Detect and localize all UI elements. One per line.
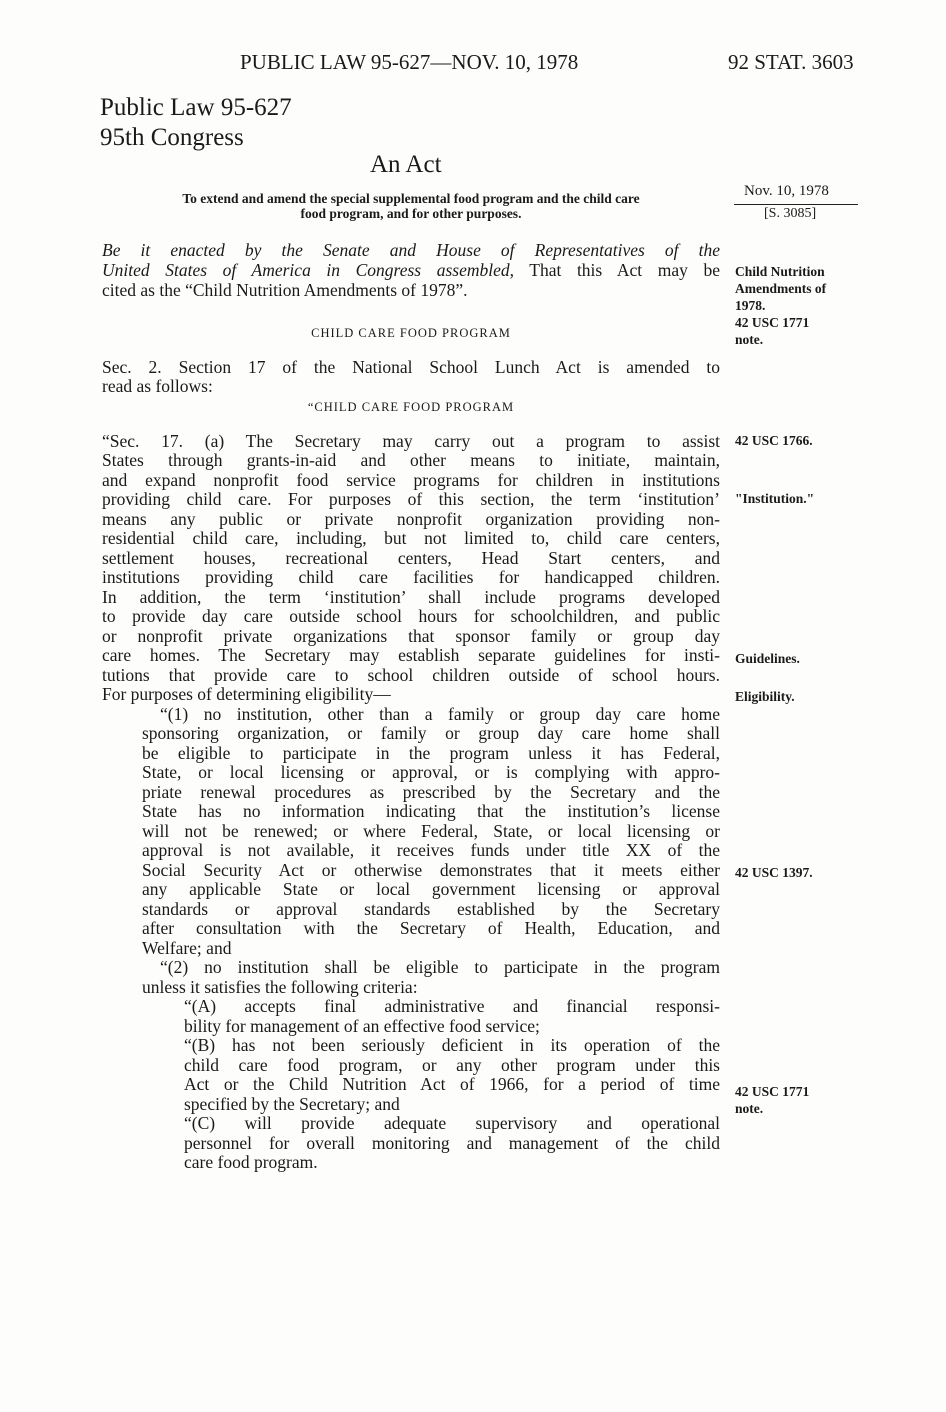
body-line: to provide day care outside school hours for schoolchildren, and public	[102, 606, 720, 626]
body-line: be eligible to participate in the program unless it has Federal,	[142, 743, 720, 763]
enacting-line-2: United States of America in Congress assembled, That this Act may be	[102, 260, 720, 280]
margin-note-institution: "Institution."	[735, 491, 815, 506]
purpose-line-1: To extend and amend the special supplemental food program and the child care	[182, 191, 640, 206]
body-line: “Sec. 17. (a) The Secretary may carry out a program to assist	[102, 431, 720, 451]
margin-short-title: Child Nutrition Amendments of 1978. 42 USC 1771 note.	[735, 264, 827, 347]
sec2-line-2: read as follows:	[102, 376, 213, 396]
margin-bill: [S. 3085]	[764, 206, 817, 221]
stat-page-number: 92 STAT. 3603	[728, 50, 854, 74]
body-line: will not be renewed; or where Federal, State, or local licensing or	[142, 821, 720, 841]
body-line: providing child care. For purposes of this section, the term ‘institution’	[102, 489, 720, 509]
body-line: approval is not available, it receives funds under title XX of the	[142, 840, 720, 860]
body-line: after consultation with the Secretary of Health, Education, and	[142, 918, 720, 938]
body-line: For purposes of determining eligibility—	[102, 684, 391, 704]
body-line: Social Security Act or otherwise demonstrates that it meets either	[142, 860, 720, 880]
running-title: PUBLIC LAW 95-627—NOV. 10, 1978	[240, 50, 579, 74]
quoted-heading: “CHILD CARE FOOD PROGRAM	[307, 400, 515, 414]
margin-note-usc1766: 42 USC 1766.	[735, 433, 813, 448]
margin-note-eligibility: Eligibility.	[735, 689, 795, 704]
congress: 95th Congress	[100, 124, 244, 151]
body-line: State, or local licensing or approval, or is complying with appro-	[142, 762, 720, 782]
body-line: settlement houses, recreational centers, Head Start centers, and	[102, 548, 720, 568]
body-line: “(C) will provide adequate supervisory and operational	[184, 1113, 720, 1133]
body-line: personnel for overall monitoring and management of the child	[184, 1133, 720, 1153]
body-line: “(1) no institution, other than a family or group day care home	[160, 704, 720, 724]
body-line: means any public or private nonprofit organization providing non-	[102, 509, 720, 529]
body-line: institutions providing child care facilities for handicapped children.	[102, 567, 720, 587]
margin-note-usc1771: 42 USC 1771 note.	[735, 1084, 810, 1116]
enacting-line-1: Be it enacted by the Senate and House of Representatives of the	[102, 240, 720, 260]
margin-note-usc1397: 42 USC 1397.	[735, 865, 813, 880]
body-line: care food program.	[184, 1152, 318, 1172]
body-line: In addition, the term ‘institution’ shall include programs developed	[102, 587, 720, 607]
margin-note-guidelines: Guidelines.	[735, 651, 800, 666]
body-line: care homes. The Secretary may establish separate guidelines for insti-	[102, 645, 720, 665]
body-line: child care food program, or any other program under this	[184, 1055, 720, 1075]
margin-rule	[734, 204, 858, 205]
body-line: specified by the Secretary; and	[184, 1094, 400, 1114]
body-line: “(2) no institution shall be eligible to participate in the program	[160, 957, 720, 977]
body-line: any applicable State or local government licensing or approval	[142, 879, 720, 899]
body-line: tutions that provide care to school children outside of school hours.	[102, 665, 720, 685]
body-line: priate renewal procedures as prescribed by the Secretary and the	[142, 782, 720, 802]
body-line: residential child care, including, but not limited to, child care centers,	[102, 528, 720, 548]
body-line: Act or the Child Nutrition Act of 1966, for a period of time	[184, 1074, 720, 1094]
section-heading: CHILD CARE FOOD PROGRAM	[311, 326, 511, 340]
body-line: “(B) has not been seriously deficient in its operation of the	[184, 1035, 720, 1055]
law-number: Public Law 95-627	[100, 94, 292, 121]
sec2-line-1: Sec. 2. Section 17 of the National School Lunch Act is amended to	[102, 357, 720, 377]
body-line: unless it satisfies the following criteria:	[142, 977, 418, 997]
body-line: States through grants-in-aid and other means to initiate, maintain,	[102, 450, 720, 470]
body-line: bility for management of an effective food service;	[184, 1016, 540, 1036]
body-line: Welfare; and	[142, 938, 232, 958]
purpose-line-2: food program, and for other purposes.	[300, 206, 522, 221]
margin-date: Nov. 10, 1978	[744, 183, 829, 199]
body-line: sponsoring organization, or family or group day care home shall	[142, 723, 720, 743]
body-line: or nonprofit private organizations that sponsor family or group day	[102, 626, 720, 646]
body-line: standards or approval standards established by the Secretary	[142, 899, 720, 919]
body-line: and expand nonprofit food service programs for children in institutions	[102, 470, 720, 490]
enacting-line-3: cited as the “Child Nutrition Amendments of 1978”.	[102, 280, 468, 300]
body-line: State has no information indicating that the institution’s license	[142, 801, 720, 821]
body-line: “(A) accepts final administrative and financial responsi-	[184, 996, 720, 1016]
act-heading: An Act	[370, 151, 442, 178]
